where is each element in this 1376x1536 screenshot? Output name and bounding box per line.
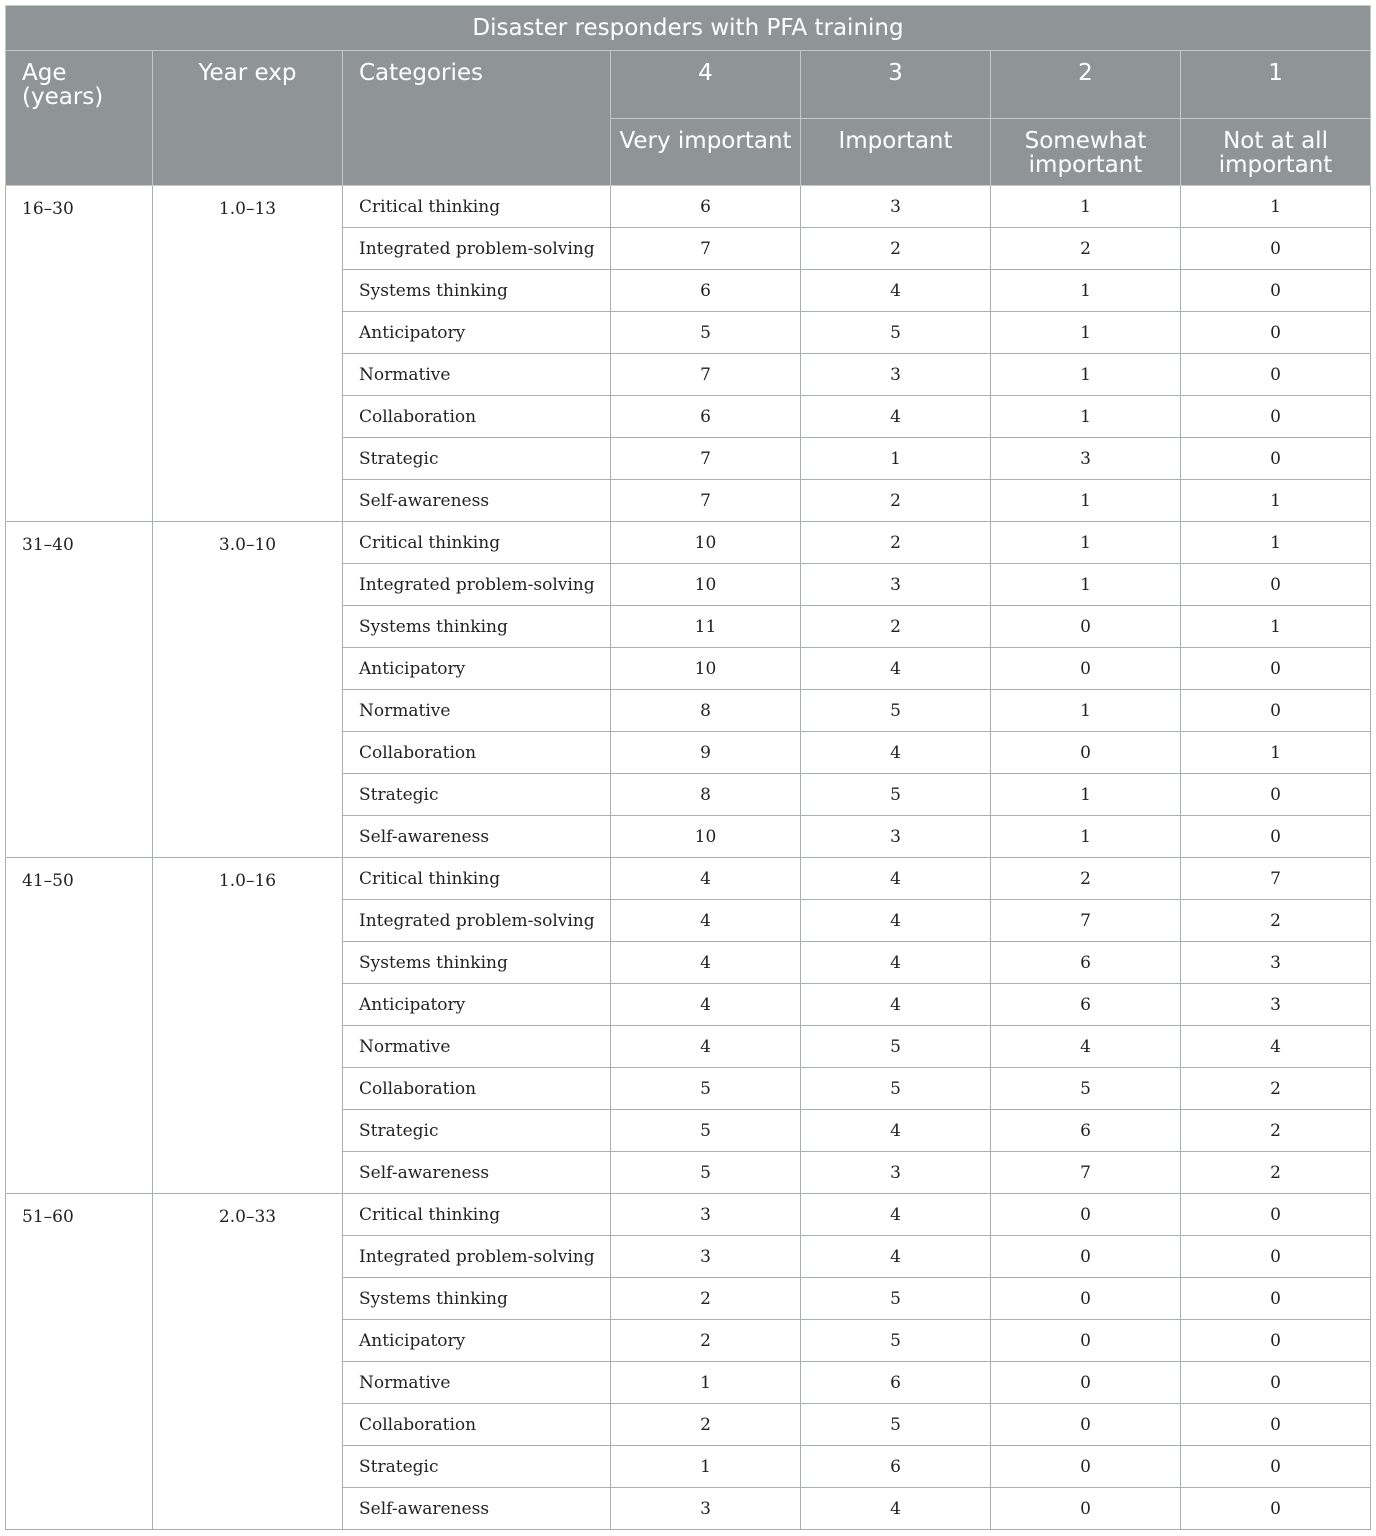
count-important-cell: 4 <box>801 1110 991 1152</box>
category-cell: Collaboration <box>343 1068 611 1110</box>
count-important-cell: 4 <box>801 270 991 312</box>
count-not-at-all-important-cell: 0 <box>1181 1488 1371 1530</box>
count-important-cell: 2 <box>801 480 991 522</box>
count-not-at-all-important-cell: 4 <box>1181 1026 1371 1068</box>
category-cell: Systems thinking <box>343 606 611 648</box>
count-somewhat-important-cell: 1 <box>991 312 1181 354</box>
count-important-cell: 5 <box>801 774 991 816</box>
count-very-important-cell: 7 <box>611 354 801 396</box>
category-cell: Systems thinking <box>343 1278 611 1320</box>
count-somewhat-important-cell: 0 <box>991 1446 1181 1488</box>
category-cell: Systems thinking <box>343 942 611 984</box>
count-somewhat-important-cell: 7 <box>991 1152 1181 1194</box>
count-somewhat-important-cell: 1 <box>991 354 1181 396</box>
count-not-at-all-important-cell: 2 <box>1181 1110 1371 1152</box>
count-not-at-all-important-cell: 0 <box>1181 1404 1371 1446</box>
count-somewhat-important-cell: 0 <box>991 1488 1181 1530</box>
count-important-cell: 5 <box>801 1026 991 1068</box>
count-very-important-cell: 8 <box>611 690 801 732</box>
category-cell: Anticipatory <box>343 1320 611 1362</box>
count-somewhat-important-cell: 0 <box>991 1320 1181 1362</box>
count-important-cell: 4 <box>801 984 991 1026</box>
count-important-cell: 3 <box>801 816 991 858</box>
count-not-at-all-important-cell: 0 <box>1181 312 1371 354</box>
age-group-cell: 31–40 <box>6 522 153 858</box>
category-cell: Integrated problem-solving <box>343 228 611 270</box>
header-age: Age (years) <box>6 51 153 186</box>
category-cell: Self-awareness <box>343 1152 611 1194</box>
count-very-important-cell: 10 <box>611 648 801 690</box>
category-cell: Strategic <box>343 774 611 816</box>
count-important-cell: 4 <box>801 942 991 984</box>
count-not-at-all-important-cell: 1 <box>1181 732 1371 774</box>
count-important-cell: 4 <box>801 396 991 438</box>
count-very-important-cell: 1 <box>611 1362 801 1404</box>
table-title: Disaster responders with PFA training <box>6 6 1371 51</box>
category-cell: Integrated problem-solving <box>343 564 611 606</box>
count-not-at-all-important-cell: 0 <box>1181 816 1371 858</box>
category-cell: Normative <box>343 1362 611 1404</box>
count-important-cell: 3 <box>801 1152 991 1194</box>
count-somewhat-important-cell: 1 <box>991 480 1181 522</box>
count-important-cell: 4 <box>801 858 991 900</box>
count-important-cell: 2 <box>801 522 991 564</box>
count-not-at-all-important-cell: 1 <box>1181 186 1371 228</box>
count-somewhat-important-cell: 0 <box>991 1194 1181 1236</box>
count-not-at-all-important-cell: 0 <box>1181 774 1371 816</box>
category-cell: Collaboration <box>343 732 611 774</box>
count-somewhat-important-cell: 3 <box>991 438 1181 480</box>
year-exp-cell: 1.0–13 <box>153 186 343 522</box>
count-important-cell: 3 <box>801 564 991 606</box>
count-somewhat-important-cell: 6 <box>991 1110 1181 1152</box>
category-cell: Normative <box>343 354 611 396</box>
count-very-important-cell: 1 <box>611 1446 801 1488</box>
count-very-important-cell: 2 <box>611 1278 801 1320</box>
category-cell: Anticipatory <box>343 312 611 354</box>
count-very-important-cell: 7 <box>611 480 801 522</box>
count-very-important-cell: 5 <box>611 1110 801 1152</box>
count-not-at-all-important-cell: 0 <box>1181 1236 1371 1278</box>
count-very-important-cell: 3 <box>611 1236 801 1278</box>
count-very-important-cell: 7 <box>611 228 801 270</box>
category-cell: Self-awareness <box>343 816 611 858</box>
count-very-important-cell: 10 <box>611 522 801 564</box>
count-important-cell: 5 <box>801 1278 991 1320</box>
count-very-important-cell: 10 <box>611 564 801 606</box>
count-somewhat-important-cell: 0 <box>991 1404 1181 1446</box>
count-very-important-cell: 4 <box>611 858 801 900</box>
count-somewhat-important-cell: 0 <box>991 648 1181 690</box>
header-label-not-at-all-important: Not at all important <box>1181 119 1371 186</box>
count-important-cell: 4 <box>801 1488 991 1530</box>
count-important-cell: 2 <box>801 228 991 270</box>
count-somewhat-important-cell: 4 <box>991 1026 1181 1068</box>
count-important-cell: 4 <box>801 1194 991 1236</box>
count-very-important-cell: 2 <box>611 1404 801 1446</box>
year-exp-cell: 1.0–16 <box>153 858 343 1194</box>
category-cell: Normative <box>343 690 611 732</box>
category-cell: Critical thinking <box>343 186 611 228</box>
category-cell: Collaboration <box>343 1404 611 1446</box>
count-not-at-all-important-cell: 3 <box>1181 942 1371 984</box>
count-very-important-cell: 4 <box>611 1026 801 1068</box>
count-not-at-all-important-cell: 0 <box>1181 438 1371 480</box>
category-cell: Integrated problem-solving <box>343 1236 611 1278</box>
category-cell: Anticipatory <box>343 984 611 1026</box>
year-exp-cell: 2.0–33 <box>153 1194 343 1530</box>
count-very-important-cell: 3 <box>611 1488 801 1530</box>
header-categories: Categories <box>343 51 611 186</box>
header-score-3: 3 <box>801 51 991 119</box>
year-exp-cell: 3.0–10 <box>153 522 343 858</box>
header-score-2: 2 <box>991 51 1181 119</box>
count-not-at-all-important-cell: 0 <box>1181 396 1371 438</box>
count-important-cell: 5 <box>801 1404 991 1446</box>
count-somewhat-important-cell: 1 <box>991 690 1181 732</box>
responders-table <box>5 5 1371 1530</box>
count-important-cell: 6 <box>801 1362 991 1404</box>
count-very-important-cell: 4 <box>611 984 801 1026</box>
count-somewhat-important-cell: 0 <box>991 1278 1181 1320</box>
count-important-cell: 4 <box>801 1236 991 1278</box>
count-not-at-all-important-cell: 0 <box>1181 564 1371 606</box>
count-not-at-all-important-cell: 1 <box>1181 522 1371 564</box>
count-important-cell: 5 <box>801 1320 991 1362</box>
count-somewhat-important-cell: 7 <box>991 900 1181 942</box>
count-not-at-all-important-cell: 7 <box>1181 858 1371 900</box>
count-somewhat-important-cell: 5 <box>991 1068 1181 1110</box>
count-not-at-all-important-cell: 0 <box>1181 1320 1371 1362</box>
header-label-somewhat-important: Somewhat important <box>991 119 1181 186</box>
count-somewhat-important-cell: 0 <box>991 1362 1181 1404</box>
count-somewhat-important-cell: 1 <box>991 396 1181 438</box>
category-cell: Self-awareness <box>343 480 611 522</box>
count-important-cell: 2 <box>801 606 991 648</box>
count-important-cell: 3 <box>801 186 991 228</box>
table-body <box>6 186 1371 1530</box>
count-somewhat-important-cell: 6 <box>991 942 1181 984</box>
count-somewhat-important-cell: 1 <box>991 270 1181 312</box>
count-not-at-all-important-cell: 0 <box>1181 1362 1371 1404</box>
category-cell: Anticipatory <box>343 648 611 690</box>
count-very-important-cell: 9 <box>611 732 801 774</box>
category-cell: Collaboration <box>343 396 611 438</box>
age-group-cell: 16–30 <box>6 186 153 522</box>
header-label-very-important: Very important <box>611 119 801 186</box>
count-not-at-all-important-cell: 1 <box>1181 480 1371 522</box>
category-cell: Strategic <box>343 1446 611 1488</box>
category-cell: Strategic <box>343 1110 611 1152</box>
category-cell: Critical thinking <box>343 858 611 900</box>
table-row <box>6 186 1371 228</box>
count-very-important-cell: 5 <box>611 1152 801 1194</box>
count-important-cell: 5 <box>801 1068 991 1110</box>
count-not-at-all-important-cell: 2 <box>1181 1068 1371 1110</box>
count-not-at-all-important-cell: 0 <box>1181 1278 1371 1320</box>
table-header <box>6 6 1371 186</box>
count-somewhat-important-cell: 1 <box>991 522 1181 564</box>
count-not-at-all-important-cell: 3 <box>1181 984 1371 1026</box>
table-row <box>6 1194 1371 1236</box>
count-very-important-cell: 2 <box>611 1320 801 1362</box>
count-important-cell: 4 <box>801 648 991 690</box>
count-very-important-cell: 6 <box>611 270 801 312</box>
count-not-at-all-important-cell: 0 <box>1181 228 1371 270</box>
count-somewhat-important-cell: 1 <box>991 774 1181 816</box>
count-somewhat-important-cell: 1 <box>991 816 1181 858</box>
age-group-cell: 51–60 <box>6 1194 153 1530</box>
header-label-important: Important <box>801 119 991 186</box>
count-important-cell: 6 <box>801 1446 991 1488</box>
count-not-at-all-important-cell: 2 <box>1181 900 1371 942</box>
count-very-important-cell: 6 <box>611 396 801 438</box>
category-cell: Self-awareness <box>343 1488 611 1530</box>
count-very-important-cell: 11 <box>611 606 801 648</box>
count-important-cell: 4 <box>801 900 991 942</box>
count-important-cell: 5 <box>801 690 991 732</box>
count-very-important-cell: 6 <box>611 186 801 228</box>
category-cell: Critical thinking <box>343 1194 611 1236</box>
count-important-cell: 4 <box>801 732 991 774</box>
count-very-important-cell: 3 <box>611 1194 801 1236</box>
count-very-important-cell: 7 <box>611 438 801 480</box>
category-cell: Strategic <box>343 438 611 480</box>
count-very-important-cell: 10 <box>611 816 801 858</box>
header-score-4: 4 <box>611 51 801 119</box>
count-not-at-all-important-cell: 0 <box>1181 690 1371 732</box>
table-row <box>6 522 1371 564</box>
count-very-important-cell: 4 <box>611 942 801 984</box>
count-not-at-all-important-cell: 0 <box>1181 1194 1371 1236</box>
count-not-at-all-important-cell: 1 <box>1181 606 1371 648</box>
count-not-at-all-important-cell: 2 <box>1181 1152 1371 1194</box>
count-important-cell: 5 <box>801 312 991 354</box>
count-not-at-all-important-cell: 0 <box>1181 270 1371 312</box>
count-very-important-cell: 5 <box>611 312 801 354</box>
header-score-1: 1 <box>1181 51 1371 119</box>
count-important-cell: 3 <box>801 354 991 396</box>
count-somewhat-important-cell: 2 <box>991 228 1181 270</box>
count-not-at-all-important-cell: 0 <box>1181 354 1371 396</box>
count-somewhat-important-cell: 0 <box>991 1236 1181 1278</box>
count-very-important-cell: 8 <box>611 774 801 816</box>
count-somewhat-important-cell: 2 <box>991 858 1181 900</box>
count-somewhat-important-cell: 0 <box>991 606 1181 648</box>
count-somewhat-important-cell: 0 <box>991 732 1181 774</box>
category-cell: Systems thinking <box>343 270 611 312</box>
count-somewhat-important-cell: 1 <box>991 564 1181 606</box>
header-year-exp: Year exp <box>153 51 343 186</box>
category-cell: Critical thinking <box>343 522 611 564</box>
category-cell: Integrated problem-solving <box>343 900 611 942</box>
count-very-important-cell: 5 <box>611 1068 801 1110</box>
count-somewhat-important-cell: 6 <box>991 984 1181 1026</box>
count-not-at-all-important-cell: 0 <box>1181 1446 1371 1488</box>
count-important-cell: 1 <box>801 438 991 480</box>
table-row <box>6 858 1371 900</box>
category-cell: Normative <box>343 1026 611 1068</box>
count-very-important-cell: 4 <box>611 900 801 942</box>
count-somewhat-important-cell: 1 <box>991 186 1181 228</box>
count-not-at-all-important-cell: 0 <box>1181 648 1371 690</box>
age-group-cell: 41–50 <box>6 858 153 1194</box>
